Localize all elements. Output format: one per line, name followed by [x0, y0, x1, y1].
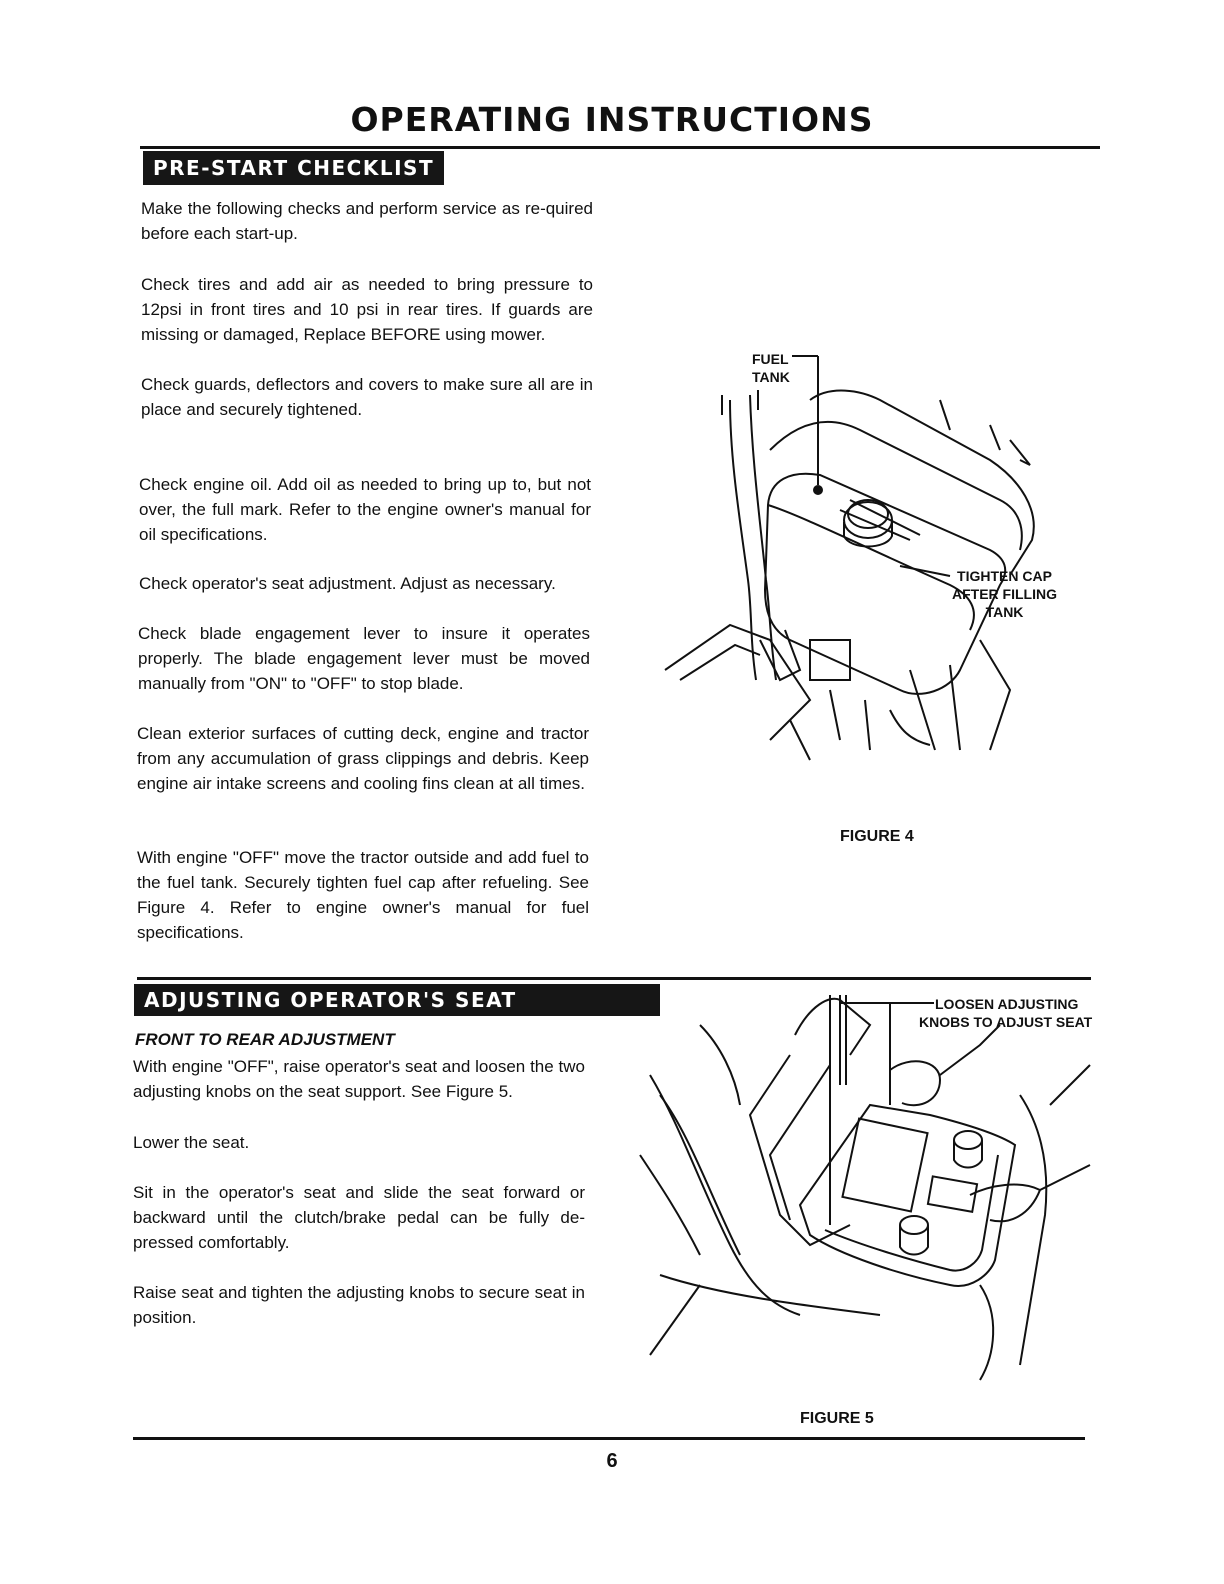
seat-adjustment-illustration — [640, 985, 1100, 1385]
prestart-paragraph: With engine "OFF" move the tractor outside and add fuel to the fuel tank. Securely tighten fuel cap after refueling. See Figure 4. Refer to engine owner's manual for fuel specifications. — [137, 848, 589, 942]
title-rule — [140, 146, 1100, 149]
prestart-paragraph: Check engine oil. Add oil as needed to bring up to, but not over, the full mark. Refer to the engine owner's manual for oil specifications. — [139, 475, 591, 544]
seat-subheading: FRONT TO REAR ADJUSTMENT — [135, 1030, 395, 1049]
prestart-paragraph: Check operator's seat adjustment. Adjust as necessary. — [139, 574, 556, 593]
prestart-paragraph: Check guards, deflectors and covers to make sure all are in place and securely tightened. — [141, 375, 593, 419]
seat-paragraph: Lower the seat. — [133, 1133, 250, 1152]
fuel-tank-label: FUEL TANK — [752, 351, 790, 385]
prestart-paragraph: Check blade engagement lever to insure it operates properly. The blade engagement lever must be moved manually from "ON" to "OFF" to stop blade. — [138, 624, 590, 693]
prestart-paragraph: Check tires and add air as needed to bring pressure to 12psi in front tires and 10 psi in rear tires. If guards are missing or damaged, Replace BEFORE using mower. — [141, 275, 593, 344]
figure-4-caption: FIGURE 4 — [840, 828, 914, 845]
seat-paragraph: With engine "OFF", raise operator's seat and loosen the two adjusting knobs on the seat support. See Figure 5. — [133, 1057, 585, 1101]
seat-paragraph: Raise seat and tighten the adjusting knobs to secure seat in position. — [133, 1283, 585, 1327]
fuel-tank-illustration — [660, 340, 1060, 770]
prestart-paragraph: Clean exterior surfaces of cutting deck, engine and tractor from any accumulation of grass clippings and debris. Keep engine air intake screens and cooling fins clean at all times. — [137, 724, 589, 793]
page-title: OPERATING INSTRUCTIONS — [350, 100, 874, 139]
seat-paragraph: Sit in the operator's seat and slide the seat forward or backward until the clutch/brake pedal can be fully de-pressed comfortably. — [133, 1183, 585, 1252]
prestart-banner: PRE-START CHECKLIST — [143, 151, 444, 185]
section-rule — [137, 977, 1091, 980]
seat-banner: ADJUSTING OPERATOR'S SEAT — [134, 984, 660, 1016]
prestart-paragraph: Make the following checks and perform service as re-quired before each start-up. — [141, 199, 593, 243]
loosen-knobs-label: LOOSEN ADJUSTING KNOBS TO ADJUST SEAT — [919, 996, 1093, 1030]
bottom-rule — [133, 1437, 1085, 1440]
figure-5-caption: FIGURE 5 — [800, 1410, 874, 1427]
tighten-cap-label: TIGHTEN CAP AFTER FILLING TANK — [952, 568, 1057, 620]
page-number: 6 — [606, 1450, 618, 1472]
